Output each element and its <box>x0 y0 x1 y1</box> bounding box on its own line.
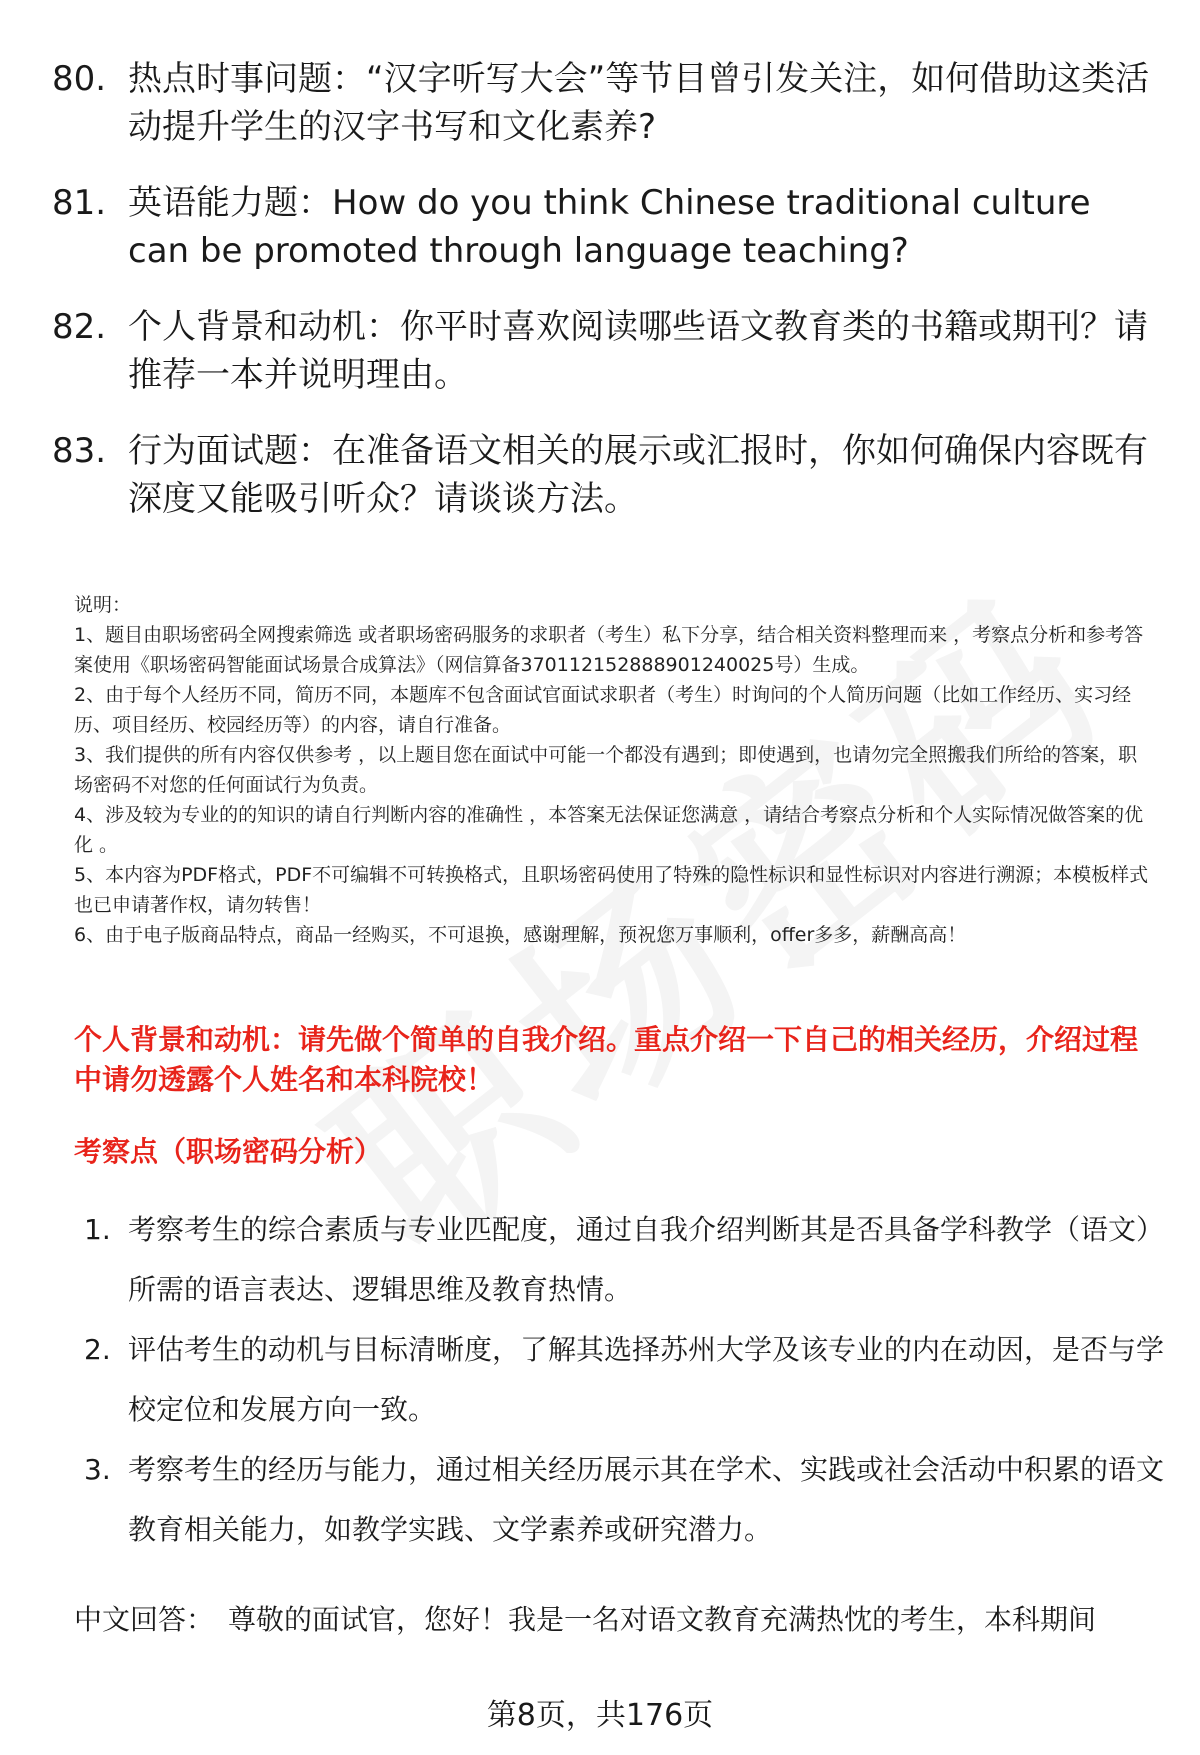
question-text: 行为面试题：在准备语文相关的展示或汇报时，你如何确保内容既有深度又能吸引听众？请谈谈方法。 <box>128 431 1148 519</box>
question-text: 英语能力题：How do you think Chinese traditional culture can be promoted through language teaching? <box>128 183 1091 271</box>
point-item <box>84 1320 1164 1440</box>
answer-line <box>74 1598 1096 1638</box>
point-text: 考察考生的经历与能力，通过相关经历展示其在学术、实践或社会活动中积累的语文教育相关能力，如教学实践、文学素养或研究潜力。 <box>128 1453 1165 1546</box>
question-text: 热点时事问题：“汉字听写大会”等节目曾引发关注，如何借助这类活动提升学生的汉字书写和文化素养? <box>128 59 1150 147</box>
notes-block <box>74 590 1154 950</box>
question-text: 个人背景和动机：你平时喜欢阅读哪些语文教育类的书籍或期刊？请推荐一本并说明理由。 <box>128 307 1148 395</box>
note-item: 4、涉及较为专业的的知识的请自行判断内容的准确性 ，本答案无法保证您满意 ，请结合考察点分析和个人实际情况做答案的优化 。 <box>74 804 1144 856</box>
question-item <box>52 179 1162 275</box>
question-number: 83. <box>52 431 107 471</box>
note-item: 2、由于每个人经历不同，简历不同，本题库不包含面试官面试求职者（考生）时询问的个人简历问题（比如工作经历、实习经历、项目经历、校园经历等）的内容，请自行准备。 <box>74 684 1132 736</box>
point-text: 考察考生的综合素质与专业匹配度，通过自我介绍判断其是否具备学科教学（语文）所需的语言表达、逻辑思维及教育热情。 <box>128 1213 1165 1306</box>
note-item: 3、我们提供的所有内容仅供参考 ，以上题目您在面试中可能一个都没有遇到；即使遇到，也请勿完全照搬我们所给的答案，职场密码不对您的任何面试行为负责。 <box>74 744 1138 796</box>
notes-title: 说明： <box>74 594 132 616</box>
note-item: 5、本内容为PDF格式，PDF不可编辑不可转换格式，且职场密码使用了特殊的隐性标识和显性标识对内容进行溯源；本模板样式也已申请著作权，请勿转售！ <box>74 864 1149 916</box>
question-item <box>52 427 1162 523</box>
question-number: 82. <box>52 307 107 347</box>
point-number: 1. <box>84 1213 111 1246</box>
assessment-points <box>84 1200 1164 1560</box>
question-item <box>52 55 1162 151</box>
answer-text: 尊敬的面试官，您好！我是一名对语文教育充满热忱的考生，本科期间 <box>228 1603 1097 1636</box>
section-subheading: 考察点（职场密码分析） <box>74 1135 383 1168</box>
page-footer: 第8页，共176页 <box>486 1698 714 1733</box>
note-item: 1、题目由职场密码全网搜索筛选 或者职场密码服务的求职者（考生）私下分享，结合相关资料整理而来 ，考察点分析和参考答案使用《职场密码智能面试场景合成算法》（网信算备370112152888901240025号）生成。 <box>74 624 1144 676</box>
answer-label: 中文回答： <box>74 1603 215 1636</box>
point-item <box>84 1200 1164 1320</box>
question-list <box>52 55 1162 551</box>
question-item <box>52 303 1162 399</box>
point-text: 评估考生的动机与目标清晰度，了解其选择苏州大学及该专业的内在动因，是否与学校定位和发展方向一致。 <box>128 1333 1165 1426</box>
point-number: 2. <box>84 1333 111 1366</box>
note-item: 6、由于电子版商品特点，商品一经购买，不可退换，感谢理解，预祝您万事顺利，offer多多，薪酬高高！ <box>74 924 967 946</box>
section-heading: 个人背景和动机：请先做个简单的自我介绍。重点介绍一下自己的相关经历，介绍过程中请勿透露个人姓名和本科院校！ <box>74 1023 1139 1096</box>
point-item <box>84 1440 1164 1560</box>
point-number: 3. <box>84 1453 111 1486</box>
question-number: 81. <box>52 183 107 223</box>
question-number: 80. <box>52 59 107 99</box>
